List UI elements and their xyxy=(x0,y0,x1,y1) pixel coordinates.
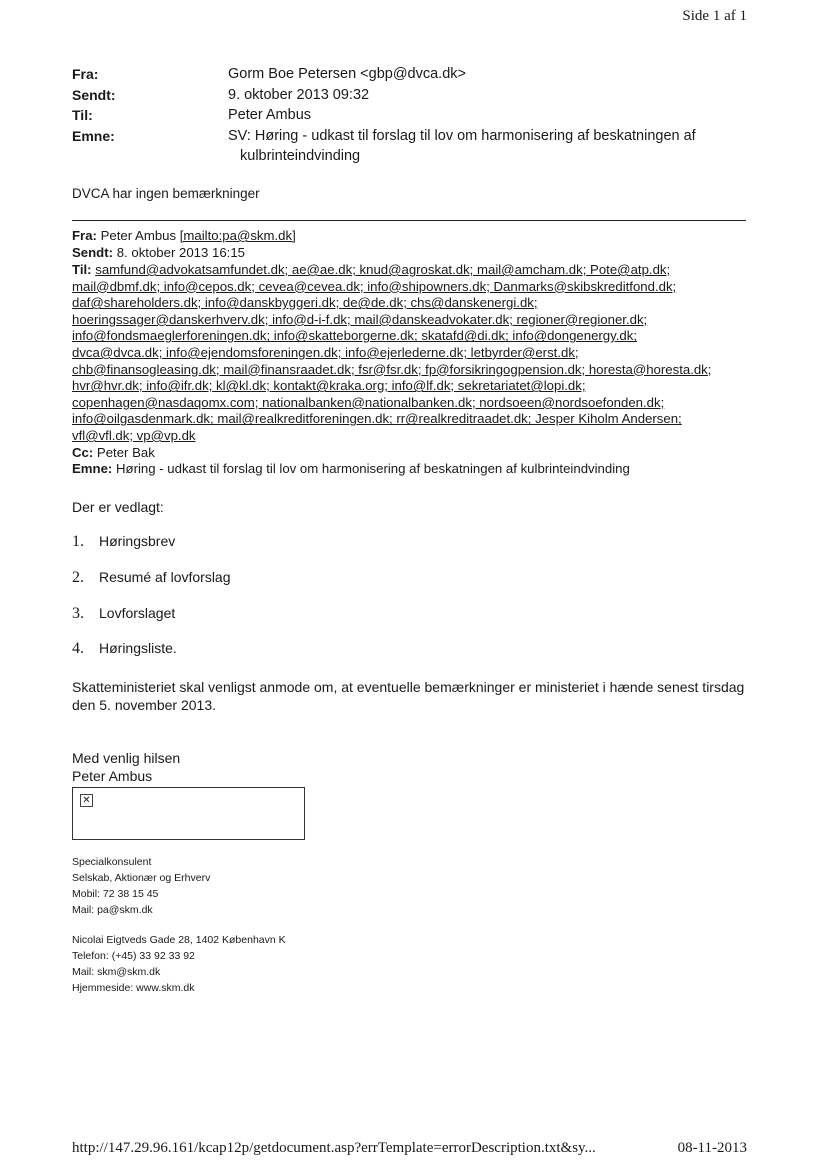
forwarded-from xyxy=(72,228,752,245)
forwarded-sent-value: 8. oktober 2013 16:15 xyxy=(116,245,246,260)
sent-value: 9. oktober 2013 09:32 xyxy=(228,87,370,103)
recipient-line[interactable]: info@fondsmaeglerforeningen.dk; info@skatteborgerne.dk; skatafd@di.dk; info@dongenergy.dk; xyxy=(72,328,638,344)
forwarded-sent xyxy=(72,245,752,262)
page-number: Side 1 af 1 xyxy=(682,8,747,24)
forwarded-to-block xyxy=(72,262,752,478)
recipient-line[interactable]: dvca@dvca.dk; info@ejendomsforeningen.dk; info@ejerlederne.dk; letbyrder@erst.dk; xyxy=(72,344,579,360)
address-phone: Telefon: (+45) 33 92 33 92 xyxy=(72,950,195,962)
from-label: Fra: xyxy=(72,66,99,82)
attachment-number: 4. xyxy=(72,640,84,657)
forwarded-cc xyxy=(72,445,752,462)
signature-image-placeholder xyxy=(72,787,305,840)
separator-line xyxy=(72,220,746,221)
forwarded-to-label: Til: xyxy=(72,262,92,277)
footer-url: http://147.29.96.161/kcap12p/getdocument.asp?errTemplate=errorDescription.txt&sy... xyxy=(72,1140,596,1156)
forwarded-cc-label: Cc: xyxy=(72,444,94,460)
forwarded-subject-label: Emne: xyxy=(72,461,113,477)
attachment-number: 1. xyxy=(72,533,84,550)
attachments-intro: Der er vedlagt: xyxy=(72,499,164,515)
subject-value-line2: kulbrinteindvinding xyxy=(240,148,361,164)
signature-mobile: Mobil: 72 38 15 45 xyxy=(72,888,159,900)
recipient-line xyxy=(72,262,752,279)
to-value: Peter Ambus xyxy=(228,107,312,123)
signature-title: Specialkonsulent xyxy=(72,856,152,868)
signature-department: Selskab, Aktionær og Erhverv xyxy=(72,872,211,884)
recipient-line[interactable]: mail@dbmf.dk; info@cepos.dk; cevea@cevea.dk; info@shipowners.dk; Danmarks@skibskreditfond.dk; xyxy=(72,278,677,294)
address-block xyxy=(72,932,286,996)
forwarded-from-label: Fra: xyxy=(72,228,97,243)
forwarded-sent-label: Sendt: xyxy=(72,245,114,260)
sent-label: Sendt: xyxy=(72,87,116,103)
recipient-line[interactable]: info@oilgasdenmark.dk; mail@realkreditforeningen.dk; rr@realkreditraadet.dk; Jesper Kiholm Andersen; xyxy=(72,411,682,427)
attachment-label: Høringsbrev xyxy=(99,533,176,549)
attachment-item xyxy=(72,533,175,551)
attachment-label: Resumé af lovforslag xyxy=(99,569,231,585)
address-street: Nicolai Eigtveds Gade 28, 1402 København K xyxy=(72,934,286,946)
attachment-item xyxy=(72,605,175,623)
address-website: Hjemmeside: www.skm.dk xyxy=(72,982,195,994)
from-value: Gorm Boe Petersen <gbp@dvca.dk> xyxy=(228,66,466,82)
signature-block xyxy=(72,854,210,918)
signature-mail: Mail: pa@skm.dk xyxy=(72,904,153,916)
forwarded-subject xyxy=(72,461,752,478)
forwarded-from-name: Peter Ambus xyxy=(100,228,177,243)
greeting-sender-name: Peter Ambus xyxy=(72,768,153,784)
attachment-item xyxy=(72,640,177,658)
forwarded-from-mailto-link[interactable]: [mailto:pa@skm.dk] xyxy=(179,228,296,243)
recipient-line[interactable]: hoeringssager@danskerhverv.dk; info@d-i-f.dk; mail@danskeadvokater.dk; regioner@regioner.dk; xyxy=(72,311,648,327)
attachment-number: 3. xyxy=(72,605,84,622)
broken-image-icon: ✕ xyxy=(80,794,93,807)
recipient-line[interactable]: daf@shareholders.dk; info@danskbyggeri.dk; de@de.dk; chs@danskenergi.dk; xyxy=(72,295,538,311)
forwarded-subject-value: Høring - udkast til forslag til lov om harmonisering af beskatningen af kulbrinteindvinding xyxy=(115,461,630,477)
attachment-item xyxy=(72,569,231,587)
recipient-line[interactable]: copenhagen@nasdaqomx.com; nationalbanken@nationalbanken.dk; nordsoeen@nordsoefonden.dk; xyxy=(72,394,665,410)
body-paragraph: Skatteministeriet skal venligst anmode om, at eventuelle bemærkninger er ministeriet i hænde senest tirsdag den 5. november 2013. xyxy=(72,679,745,713)
recipient-line[interactable]: hvr@hvr.dk; info@ifr.dk; kl@kl.dk; kontakt@kraka.org; info@lf.dk; sekretariatet@lopi.dk; xyxy=(72,378,586,394)
greeting xyxy=(72,749,180,785)
recipient-line[interactable]: chb@finansogleasing.dk; mail@finansraadet.dk; fsr@fsr.dk; fp@forsikringogpension.dk; horesta@horesta.dk; xyxy=(72,361,712,377)
subject-value-line1: SV: Høring - udkast til forslag til lov om harmonisering af beskatningen af xyxy=(228,128,696,144)
address-mail: Mail: skm@skm.dk xyxy=(72,966,161,978)
attachment-label: Høringsliste. xyxy=(99,640,177,656)
reply-text: DVCA har ingen bemærkninger xyxy=(72,186,260,201)
attachment-label: Lovforslaget xyxy=(99,605,176,621)
greeting-closing: Med venlig hilsen xyxy=(72,750,181,766)
forwarded-cc-value: Peter Bak xyxy=(96,444,155,460)
to-label: Til: xyxy=(72,107,93,123)
attachment-number: 2. xyxy=(72,569,84,586)
recipient-line[interactable]: vfl@vfl.dk; vp@vp.dk xyxy=(72,427,196,443)
recipient-links[interactable]: samfund@advokatsamfundet.dk; ae@ae.dk; knud@agroskat.dk; mail@amcham.dk; Pote@atp.dk; xyxy=(95,262,671,277)
footer-date: 08-11-2013 xyxy=(677,1140,747,1156)
subject-label: Emne: xyxy=(72,128,115,144)
